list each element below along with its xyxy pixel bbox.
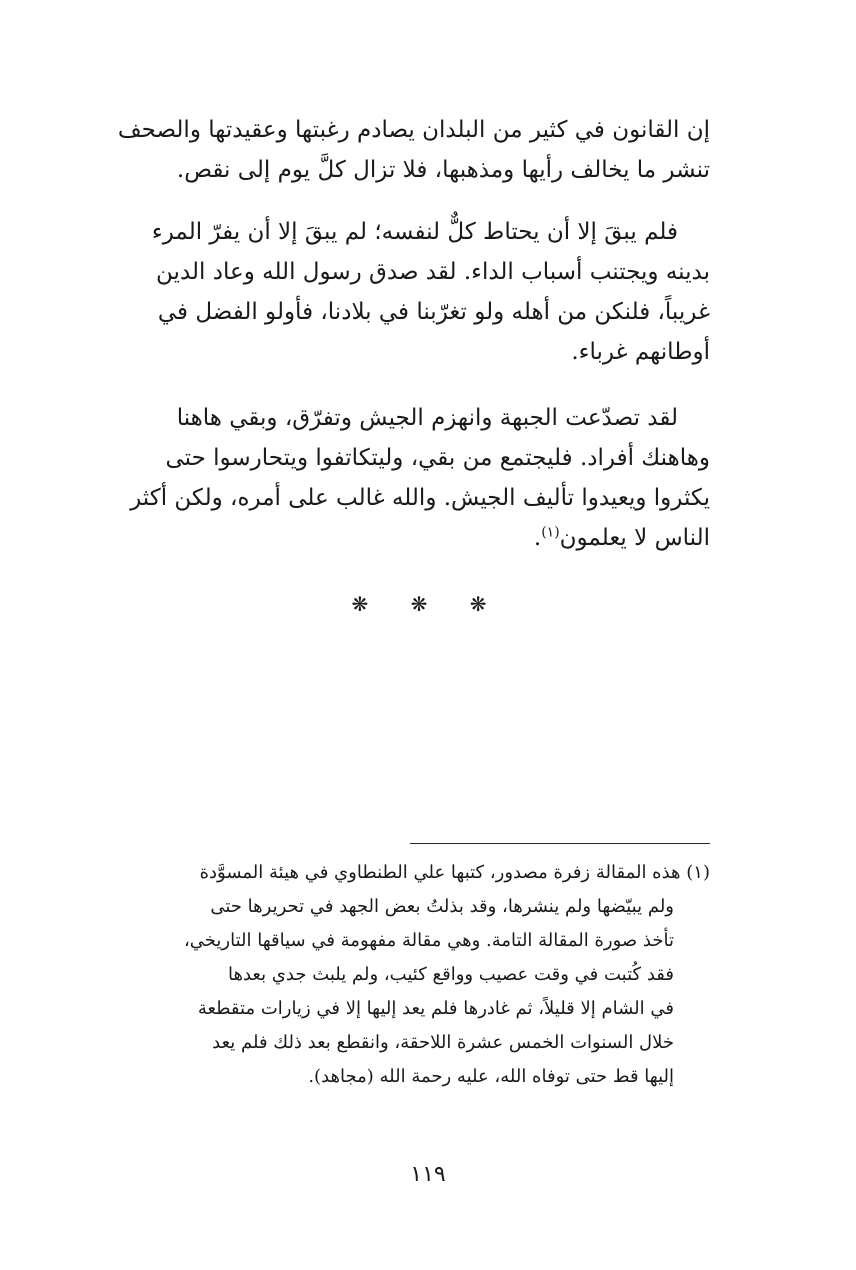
footnote-reference[interactable]: (١) [541, 524, 560, 541]
page-number: ١١٩ [410, 1162, 446, 1187]
paragraph-line: فلم يبقَ إلا أن يحتاط كلٌّ لنفسه؛ لم يبقَ إلا أن يفرّ المرء [151, 219, 678, 245]
paragraph-line [118, 518, 710, 558]
paragraph-text: الناس لا يعلمون [559, 525, 710, 551]
paragraph-text: . [533, 525, 542, 551]
footnote-divider [410, 843, 710, 844]
footnote-line: خلال السنوات الخمس عشرة اللاحقة، وانقطع بعد ذلك فلم يعد [212, 1032, 674, 1053]
paragraph-line: وهاهنك أفراد. فليجتمع من بقي، وليتكاتفوا ويتحارسوا حتى [165, 445, 710, 471]
footnote-line: إليها قط حتى توفاه الله، عليه رحمة الله (مجاهد). [308, 1066, 674, 1087]
paragraph-3 [118, 398, 710, 558]
paragraph-line: يكثروا ويعيدوا تأليف الجيش. والله غالب على أمره، ولكن أكثر [130, 485, 710, 511]
paragraph-line: تنشر ما يخالف رأيها ومذهبها، فلا تزال كلَّ يوم إلى نقص. [176, 157, 710, 183]
section-separator: ❋ ❋ ❋ [351, 592, 505, 616]
footnote-line: (١) هذه المقالة زفرة مصدور، كتبها علي الطنطاوي في هيئة المسوَّدة [199, 862, 710, 883]
footnote-line: تأخذ صورة المقالة التامة. وهي مقالة مفهومة في سياقها التاريخي، [183, 930, 674, 951]
footnote-line: في الشام إلا قليلاً، ثم غادرها فلم يعد إليها إلا في زيارات متقطعة [197, 998, 674, 1019]
footnote-line: ولم يبيّضها ولم ينشرها، وقد بذلتُ بعض الجهد في تحريرها حتى [210, 896, 674, 917]
footnote-line: فقد كُتبت في وقت عصيب وواقع كئيب، ولم يلبث جدي بعدها [227, 964, 674, 985]
paragraph-line: إن القانون في كثير من البلدان يصادم رغبتها وعقيدتها والصحف [117, 117, 710, 143]
paragraph-line: بدينه ويجتنب أسباب الداء. لقد صدق رسول الله وعاد الدين [156, 259, 710, 285]
paragraph-line: أوطانهم غرباء. [571, 339, 710, 365]
paragraph-line: غريباً، فلنكن من أهله ولو تغرّبنا في بلادنا، فأولو الفضل في [157, 299, 710, 325]
paragraph-1 [118, 110, 710, 190]
paragraph-line: لقد تصدّعت الجبهة وانهزم الجيش وتفرّق، وبقي هاهنا [176, 405, 678, 431]
paragraph-2 [118, 212, 710, 372]
footnote [118, 856, 710, 1094]
